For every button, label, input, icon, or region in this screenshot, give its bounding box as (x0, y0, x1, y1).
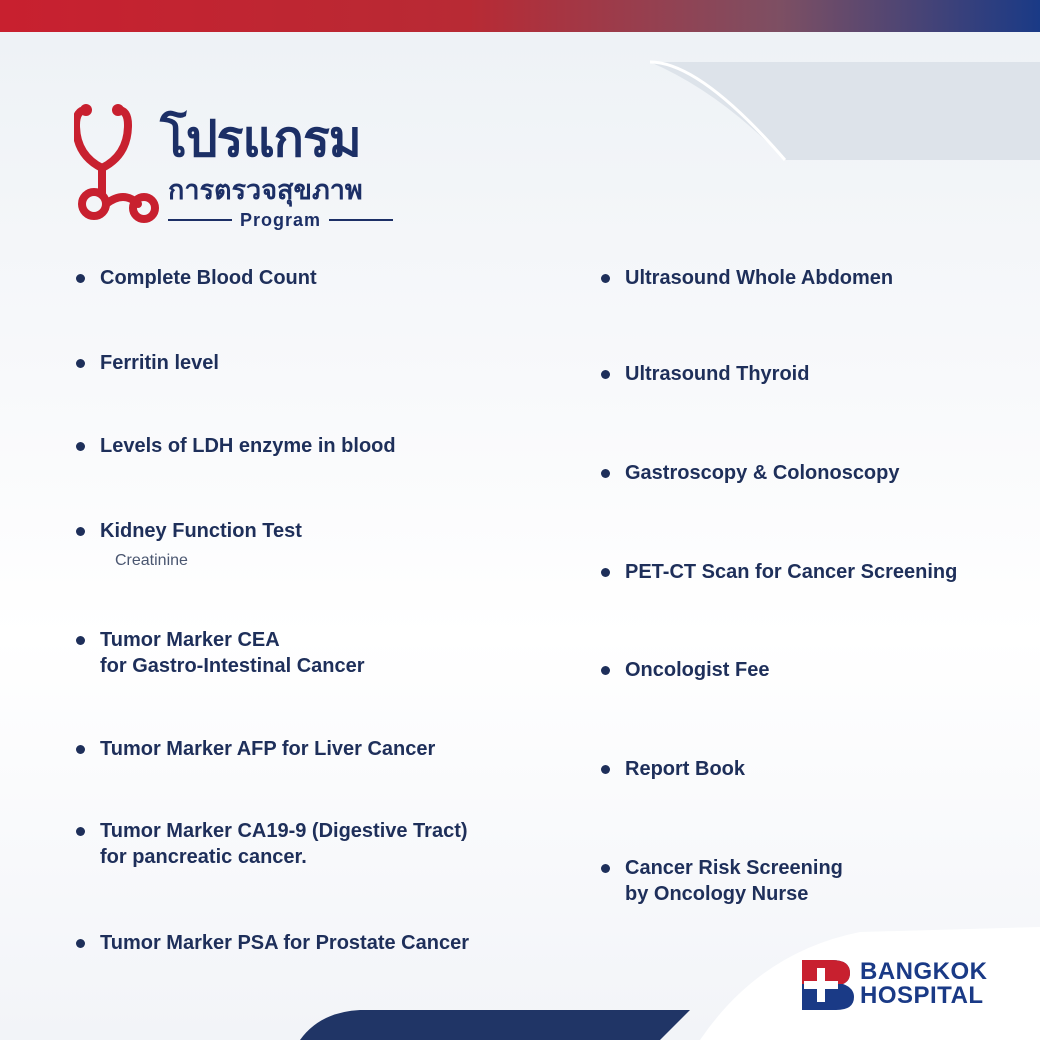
list-item (100, 930, 469, 956)
item-label: Ferritin level (100, 352, 219, 374)
item-label: Report Book (625, 758, 745, 780)
bullet-icon (601, 469, 610, 478)
item-label-line2: for pancreatic cancer. (100, 846, 307, 868)
list-item (100, 350, 219, 376)
item-label: Kidney Function Test (100, 520, 302, 542)
divider-left (168, 219, 232, 221)
item-label: Ultrasound Whole Abdomen (625, 267, 894, 289)
bullet-icon (76, 636, 85, 645)
list-item (100, 518, 302, 574)
bullet-icon (76, 827, 85, 836)
bullet-icon (76, 745, 85, 754)
top-gradient-bar (0, 0, 1040, 32)
stethoscope-icon (74, 100, 164, 230)
item-label: Complete Blood Count (100, 267, 317, 289)
divider-right (329, 219, 393, 221)
brand-name (860, 960, 988, 1008)
list-item (100, 265, 317, 291)
brand-line1: BANGKOK (860, 958, 988, 985)
item-label: Tumor Marker CA19-9 (Digestive Tract) (100, 820, 468, 842)
item-label: PET-CT Scan for Cancer Screening (625, 561, 958, 583)
program-label-row (168, 208, 393, 232)
item-label: Gastroscopy & Colonoscopy (625, 462, 900, 484)
bullet-icon (76, 274, 85, 283)
item-label: Tumor Marker AFP for Liver Cancer (100, 738, 436, 760)
bullet-icon (601, 864, 610, 873)
item-label-line2: by Oncology Nurse (625, 883, 809, 905)
list-item (625, 756, 745, 782)
item-label-line2: for Gastro-Intestinal Cancer (100, 655, 365, 677)
bullet-icon (76, 527, 85, 536)
brand-line2: HOSPITAL (860, 982, 984, 1009)
item-label: Tumor Marker CEA (100, 629, 280, 651)
list-item (625, 855, 843, 907)
list-item (625, 460, 900, 486)
list-item (625, 265, 893, 291)
item-label: Cancer Risk Screening (625, 857, 843, 879)
list-item (100, 736, 435, 762)
item-label: Ultrasound Thyroid (625, 363, 810, 385)
bullet-icon (76, 939, 85, 948)
bullet-icon (601, 666, 610, 675)
bullet-icon (76, 442, 85, 451)
bangkok-hospital-brand (802, 960, 1012, 1012)
list-item (100, 627, 365, 679)
item-label: Oncologist Fee (625, 659, 770, 681)
bullet-icon (601, 765, 610, 774)
list-item (625, 657, 769, 683)
bullet-icon (601, 370, 610, 379)
bangkok-hospital-logo-icon (802, 960, 854, 1010)
bullet-icon (601, 274, 610, 283)
item-sublabel: Creatinine (115, 552, 188, 569)
list-item (100, 818, 468, 870)
list-item (625, 559, 957, 585)
program-label: Program (239, 209, 322, 230)
page-title: โปรแกรม (160, 110, 361, 168)
bullet-icon (601, 568, 610, 577)
list-item (100, 433, 396, 459)
bullet-icon (76, 359, 85, 368)
page-subtitle: การตรวจสุขภาพ (168, 175, 363, 206)
program-logo (74, 100, 404, 240)
list-item (625, 361, 809, 387)
item-label: Tumor Marker PSA for Prostate Cancer (100, 932, 469, 954)
item-label: Levels of LDH enzyme in blood (100, 435, 396, 457)
